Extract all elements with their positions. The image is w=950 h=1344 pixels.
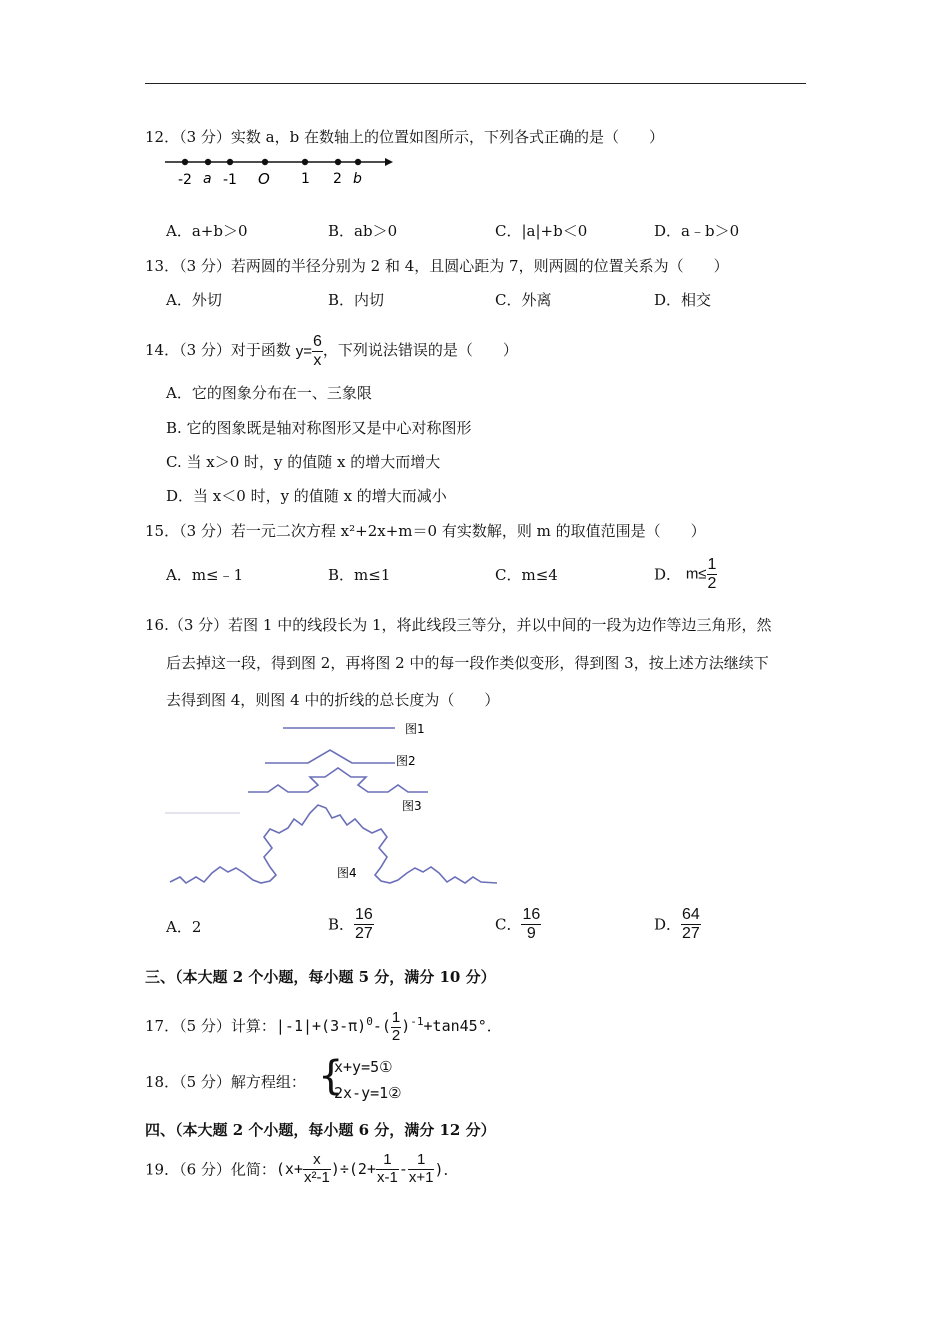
q19-f1-den: x²-1 xyxy=(304,1168,330,1186)
q17-num: 1 xyxy=(391,1009,401,1026)
q16-option-d-fraction xyxy=(681,906,701,942)
q16-b-den: 27 xyxy=(355,924,373,942)
q15-option-b[interactable]: B．m≤1 xyxy=(328,566,391,584)
fig-label-2: 图2 xyxy=(396,754,416,768)
q16-b-num: 16 xyxy=(355,906,373,923)
q17-expr-abs: |-1|+(3-π) xyxy=(275,1017,367,1035)
q17-stem xyxy=(145,1010,502,1044)
q14-func-fraction xyxy=(312,333,323,369)
axis-label-a: a xyxy=(203,171,212,187)
q17-den: 2 xyxy=(391,1026,401,1044)
q15-option-d[interactable] xyxy=(654,556,717,592)
q19-p1: (x+ xyxy=(275,1160,303,1178)
q19-p2: )÷(2+ xyxy=(330,1160,376,1178)
q16-stem-line2: 后去掉这一段，得到图 2，再将图 2 中的每一段作类似变形，得到图 3，按上述方法继续下 xyxy=(166,654,769,672)
q12-stem: 12．（3 分）实数 a，b 在数轴上的位置如图所示，下列各式正确的是（ ） xyxy=(145,128,664,146)
q14-option-a[interactable]: A．它的图象分布在一、三象限 xyxy=(166,384,372,402)
q14-stem-prefix: 14．（3 分）对于函数 xyxy=(145,341,291,360)
q19-f2-den: x-1 xyxy=(377,1168,398,1186)
q15-option-d-var: m≤ xyxy=(685,565,707,583)
q19-fraction-1 xyxy=(303,1152,331,1186)
axis-label-2: 2 xyxy=(333,171,342,187)
q19-fraction-2 xyxy=(376,1152,399,1186)
q16-option-b[interactable] xyxy=(328,906,374,942)
q17-end: ． xyxy=(486,1017,502,1035)
q19-stem xyxy=(145,1152,459,1186)
q18-brace-icon: { xyxy=(318,1053,344,1099)
axis-label-neg1: -1 xyxy=(223,172,237,188)
q14-stem xyxy=(145,333,518,369)
q17-exp-0: 0 xyxy=(366,1015,373,1028)
q14-option-d[interactable]: D．当 x＜0 时，y 的值随 x 的增大而减小 xyxy=(166,487,447,505)
koch-figure-2 xyxy=(265,750,395,763)
header-rule xyxy=(145,83,806,84)
q12-option-c[interactable]: C．|a|+b＜0 xyxy=(495,222,588,240)
q19-f1-num: x xyxy=(303,1152,331,1170)
q12-option-a[interactable]: A．a+b＞0 xyxy=(166,222,248,240)
q14-option-c[interactable]: C. 当 x＞0 时，y 的值随 x 的增大而增大 xyxy=(166,453,441,471)
q16-option-d[interactable] xyxy=(654,906,701,942)
section-4-heading: 四、（本大题 2 个小题，每小题 6 分，满分 12 分） xyxy=(145,1121,496,1139)
koch-figure-4 xyxy=(170,805,497,883)
axis-label-1: 1 xyxy=(301,171,310,187)
q17-fraction xyxy=(391,1010,401,1044)
q17-stem-label: 17．（5 分）计算： xyxy=(145,1017,276,1035)
q16-c-num: 16 xyxy=(522,906,541,923)
q13-option-d[interactable]: D．相交 xyxy=(654,291,712,309)
q19-f3-den: x+1 xyxy=(408,1168,434,1186)
q16-d-den: 27 xyxy=(682,924,700,942)
q16-koch-figure xyxy=(160,715,510,895)
q12-option-d[interactable]: D．a﹣b＞0 xyxy=(654,222,740,240)
q17-expr-minus: -( xyxy=(372,1017,391,1035)
q15-option-d-fraction xyxy=(707,556,718,592)
q16-option-b-label: B． xyxy=(328,915,355,934)
q16-c-den: 9 xyxy=(526,924,536,942)
q13-option-c[interactable]: C．外离 xyxy=(495,291,552,309)
q15-option-c[interactable]: C．m≤4 xyxy=(495,566,558,584)
axis-label-origin: O xyxy=(258,170,270,188)
q19-p3: - xyxy=(398,1160,408,1178)
q15-stem: 15．（3 分）若一元二次方程 x²+2x+m＝0 有实数解，则 m 的取值范围是（ ） xyxy=(145,522,706,540)
axis-label-neg2: -2 xyxy=(178,172,192,188)
fig-label-1: 图1 xyxy=(405,722,425,736)
q16-option-b-fraction xyxy=(354,906,374,942)
q13-option-a[interactable]: A．外切 xyxy=(166,291,222,309)
fig-label-4: 图4 xyxy=(337,866,357,880)
q18-eq2: 2x-y=1② xyxy=(334,1084,402,1102)
q19-fraction-3 xyxy=(408,1152,435,1186)
q16-option-d-label: D． xyxy=(654,915,682,934)
q18-stem: 18．（5 分）解方程组： xyxy=(145,1073,306,1091)
q16-option-c-fraction xyxy=(521,906,541,942)
q15-option-a[interactable]: A．m≤﹣1 xyxy=(166,566,244,584)
q15-d-den: 2 xyxy=(707,574,717,592)
q14-option-b[interactable]: B. 它的图象既是轴对称图形又是中心对称图形 xyxy=(166,419,472,437)
q19-f3-num: 1 xyxy=(408,1152,435,1170)
q15-option-d-label: D． xyxy=(654,565,682,584)
q13-stem: 13．（3 分）若两圆的半径分别为 2 和 4，且圆心距为 7，则两圆的位置关系为（ ） xyxy=(145,257,729,275)
axis-label-b: b xyxy=(353,171,362,187)
q19-p4: )． xyxy=(434,1160,459,1179)
q17-expr-tan: +tan45° xyxy=(423,1017,487,1035)
q17-exp-neg1: -1 xyxy=(410,1015,424,1028)
koch-figure-3 xyxy=(248,768,428,792)
q16-option-a[interactable]: A．2 xyxy=(166,918,202,936)
fig-label-3: 图3 xyxy=(402,799,422,813)
q17-expr-close: ) xyxy=(401,1017,411,1035)
q16-d-num: 64 xyxy=(682,906,700,923)
q14-func-den: x xyxy=(313,351,322,369)
q13-option-b[interactable]: B．内切 xyxy=(328,291,385,309)
q15-d-num: 1 xyxy=(707,556,717,573)
q12-number-line xyxy=(160,150,400,192)
q16-option-c[interactable] xyxy=(495,906,541,942)
q18-eq1: x+y=5① xyxy=(334,1058,393,1076)
q14-func-lhs: y= xyxy=(295,342,312,360)
q16-stem-line1: 16.（3 分）若图 1 中的线段长为 1，将此线段三等分，并以中间的一段为边作等边三角形，然 xyxy=(145,616,772,634)
q16-option-c-label: C． xyxy=(495,915,522,934)
q14-stem-suffix: ，下列说法错误的是（ ） xyxy=(322,341,518,360)
q14-func-num: 6 xyxy=(312,333,322,350)
q16-stem-line3: 去得到图 4，则图 4 中的折线的总长度为（ ） xyxy=(166,691,500,709)
section-3-heading: 三、（本大题 2 个小题，每小题 5 分，满分 10 分） xyxy=(145,968,496,986)
q19-stem-label: 19．（6 分）化简： xyxy=(145,1160,276,1179)
q19-f2-num: 1 xyxy=(376,1152,399,1170)
q12-option-b[interactable]: B．ab＞0 xyxy=(328,222,398,240)
